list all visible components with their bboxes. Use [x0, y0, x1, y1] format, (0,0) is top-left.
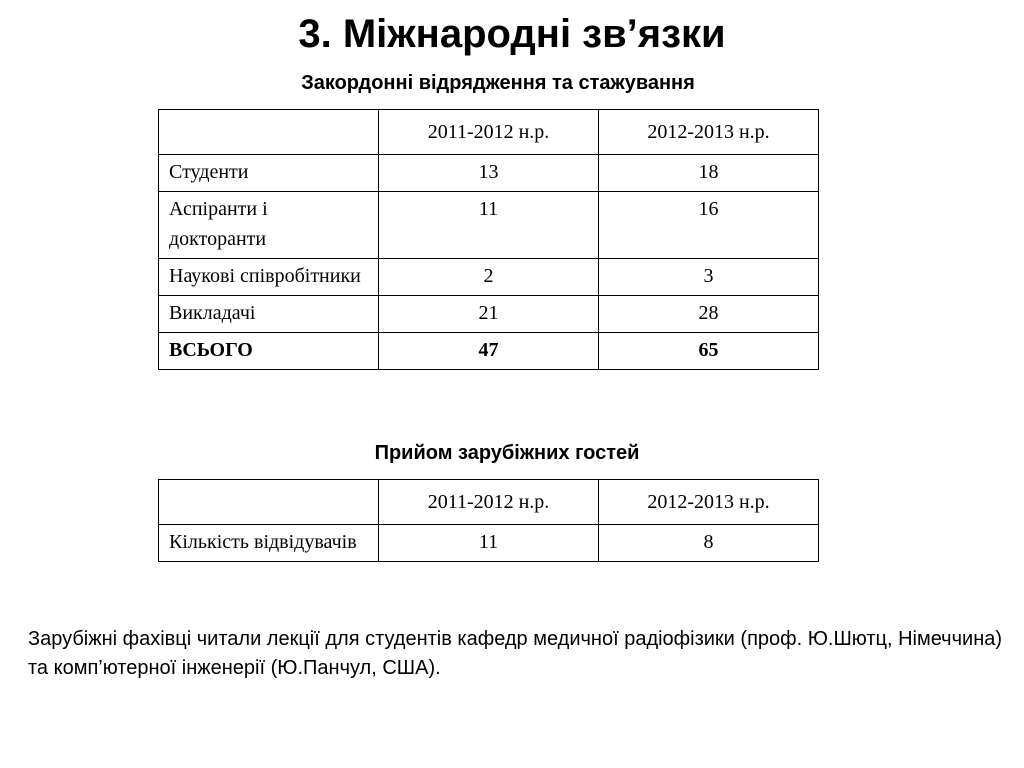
row-label: ВСЬОГО — [159, 333, 379, 370]
table-total-row — [159, 333, 819, 370]
cell-2012-2013: 28 — [599, 296, 819, 333]
header-cell-empty — [159, 110, 379, 155]
row-label: Студенти — [159, 155, 379, 192]
header-cell-2012-2013: 2012-2013 н.р. — [599, 480, 819, 525]
cell-2012-2013: 18 — [599, 155, 819, 192]
row-label: Викладачі — [159, 296, 379, 333]
cell-2011-2012: 47 — [379, 333, 599, 370]
table-row — [159, 259, 819, 296]
table-row — [159, 192, 819, 259]
table-row — [159, 525, 819, 562]
section-heading-business-trips: Закордонні відрядження та стажування — [301, 72, 695, 94]
section-heading-foreign-guests: Прийом зарубіжних гостей — [374, 442, 640, 464]
table-row — [159, 296, 819, 333]
table-header-row — [159, 110, 819, 155]
cell-2011-2012: 11 — [379, 192, 599, 259]
header-cell-2011-2012: 2011-2012 н.р. — [379, 480, 599, 525]
cell-2011-2012: 13 — [379, 155, 599, 192]
cell-2012-2013: 16 — [599, 192, 819, 259]
cell-2012-2013: 8 — [599, 525, 819, 562]
header-cell-empty — [159, 480, 379, 525]
table-header-row — [159, 480, 819, 525]
cell-2012-2013: 3 — [599, 259, 819, 296]
foreign-guests-table — [158, 479, 819, 562]
row-label: Аспіранти і докторанти — [159, 192, 379, 259]
header-cell-2011-2012: 2011-2012 н.р. — [379, 110, 599, 155]
cell-2011-2012: 2 — [379, 259, 599, 296]
table-row — [159, 155, 819, 192]
lecturers-note: Зарубіжні фахівці читали лекції для студентів кафедр медичної радіофізики (проф. Ю.Шютц, Німеччина) та комп’ютерної інженерії (Ю.Панчул, США). — [28, 628, 1003, 679]
cell-2012-2013: 65 — [599, 333, 819, 370]
business-trips-table — [158, 109, 819, 370]
page-title: 3. Міжнародні зв’язки — [298, 12, 726, 56]
header-cell-2012-2013: 2012-2013 н.р. — [599, 110, 819, 155]
row-label: Кількість відвідувачів — [159, 525, 379, 562]
cell-2011-2012: 21 — [379, 296, 599, 333]
row-label: Наукові співробітники — [159, 259, 379, 296]
cell-2011-2012: 11 — [379, 525, 599, 562]
